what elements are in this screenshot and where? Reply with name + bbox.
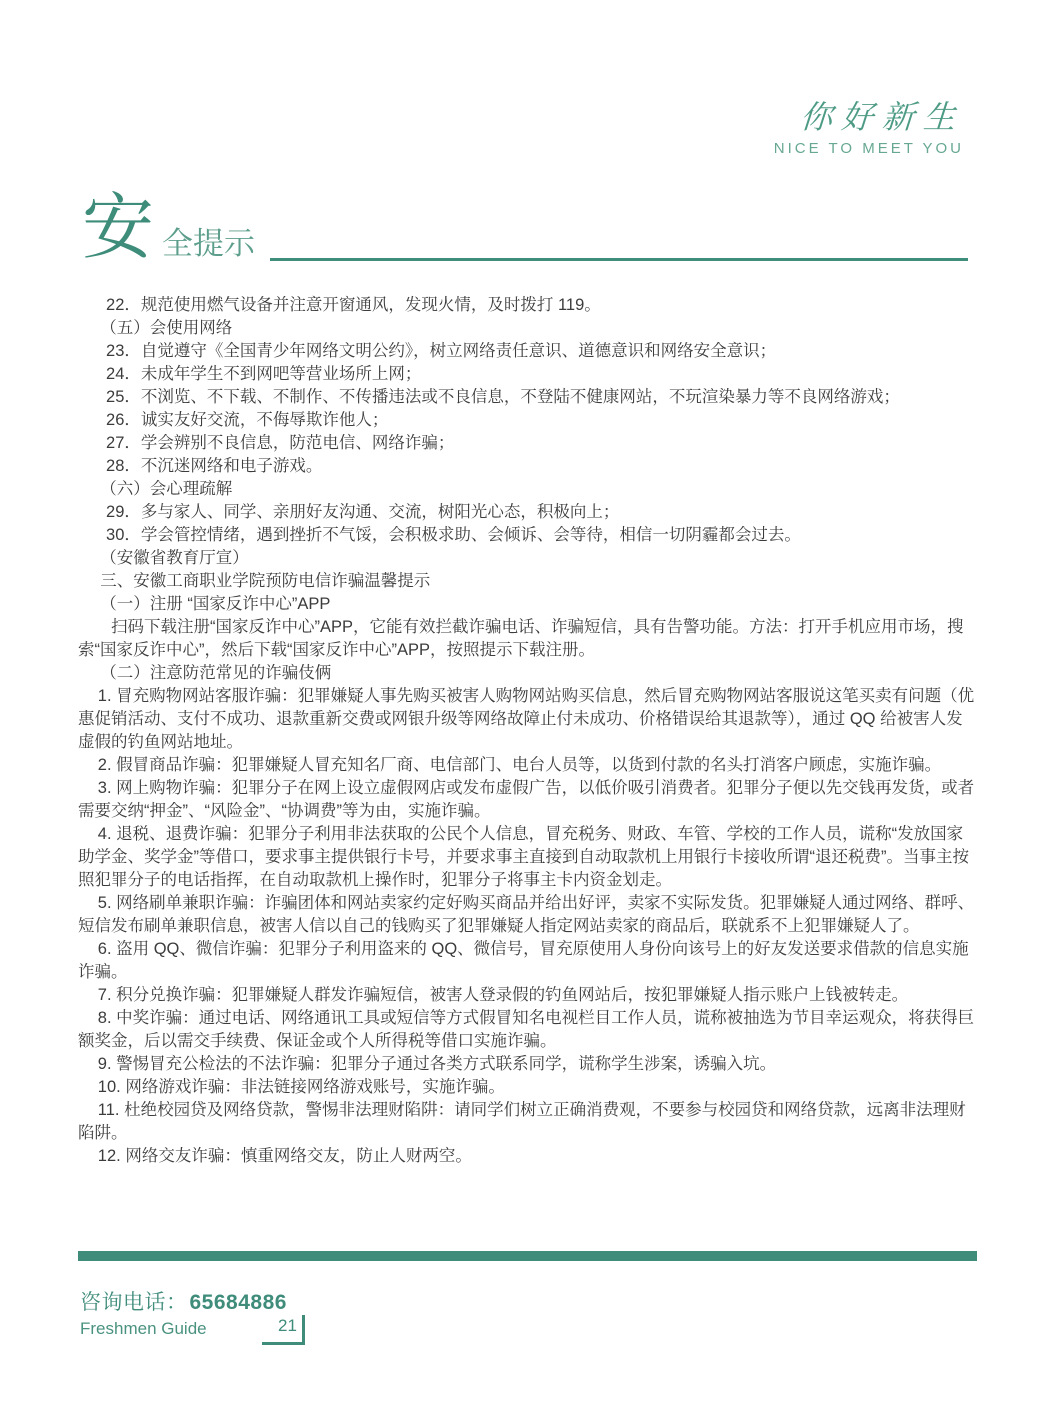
doc-paragraph: 23．自觉遵守《全国青少年网络文明公约》，树立网络责任意识、道德意识和网络安全意识； [106,342,777,360]
doc-paragraph: 9. 警惕冒充公检法的不法诈骗：犯罪分子通过各类方式联系同学，谎称学生涉案，诱骗入坑。 [97,1055,777,1073]
doc-paragraph: （一）注册 “国家反诈中心”APP [100,595,331,613]
footer-phone-number: 65684886 [189,1291,287,1314]
footer-guide-label: Freshmen Guide [80,1319,207,1338]
doc-paragraph: 8. 中奖诈骗：通过电话、网络通讯工具或短信等方式假冒知名电视栏目工作人员，谎称被抽选为节目幸运观众，将获得巨额奖金，后以需交手续费、保证金或个人所得税等借口实施诈骗。 [78,1009,975,1050]
doc-paragraph: 2. 假冒商品诈骗：犯罪嫌疑人冒充知名厂商、电信部门、电台人员等，以货到付款的名头打消客户顾虑，实施诈骗。 [97,756,942,774]
heading-rule [270,258,968,261]
doc-paragraph: 22．规范使用燃气设备并注意开窗通风，发现火情，及时拨打 119。 [106,296,601,314]
doc-paragraph: 28．不沉迷网络和电子游戏。 [106,457,323,475]
brand-cn-text: 你好新生 [798,98,966,136]
doc-paragraph: （二）注意防范常见的诈骗伎俩 [100,664,332,682]
doc-paragraph: 4. 退税、退费诈骗：犯罪分子利用非法获取的公民个人信息，冒充税务、财政、车管、学校的工作人员，谎称“发放国家助学金、奖学金”等借口，要求事主提供银行卡号，并要求事主直接到自动取款机上用银行卡接收所谓“退还税费”。当事主按照犯罪分子的电话指挥，在自动取款机上操作时，犯罪分子将事主卡内资金划走。 [78,825,969,889]
doc-paragraph: 12. 网络交友诈骗：慎重网络交友，防止人财两空。 [97,1147,472,1165]
doc-paragraph: 三、安徽工商职业学院预防电信诈骗温馨提示 [100,572,431,590]
doc-paragraph: 29．多与家人、同学、亲朋好友沟通、交流，树阳光心态，积极向上； [106,503,620,521]
section-heading-big-char: 安 [82,188,155,268]
page-number: 21 [262,1315,305,1345]
footer-phone [80,1286,287,1316]
footer-accent-bar [78,1251,977,1261]
doc-paragraph: 5. 网络刷单兼职诈骗：诈骗团体和网站卖家约定好购买商品并给出好评，卖家不实际发货。犯罪嫌疑人通过网络、群呼、短信发布刷单兼职信息，被害人信以自己的钱购买了犯罪嫌疑人指定网站卖家的商品后，联就系不上犯罪嫌疑人了。 [78,894,975,935]
section-heading [82,188,256,268]
doc-paragraph: 7. 积分兑换诈骗：犯罪嫌疑人群发诈骗短信，被害人登录假的钓鱼网站后，按犯罪嫌疑人指示账户上钱被转走。 [97,986,909,1004]
doc-paragraph: 6. 盗用 QQ、微信诈骗：犯罪分子利用盗来的 QQ、微信号，冒充原使用人身份向该号上的好友发送要求借款的信息实施诈骗。 [78,940,969,981]
brand-en-text: NICE TO MEET YOU [773,140,964,157]
section-heading-rest: 全提示 [162,226,256,261]
doc-paragraph: 27．学会辨别不良信息，防范电信、网络诈骗； [106,434,455,452]
doc-paragraph: （六）会心理疏解 [100,480,233,498]
footer-phone-label: 咨询电话： [80,1291,188,1314]
document-body [78,294,976,1168]
doc-paragraph: 扫码下载注册“国家反诈中心”APP，它能有效拦截诈骗电话、诈骗短信，具有告警功能。方法：打开手机应用市场，搜索“国家反诈中心”，然后下载“国家反诈中心”APP，按照提示下载注册。 [78,618,964,659]
doc-paragraph: 25．不浏览、不下载、不制作、不传播违法或不良信息，不登陆不健康网站，不玩渲染暴力等不良网络游戏； [106,388,900,406]
brand-mark [774,98,964,158]
doc-paragraph: 10. 网络游戏诈骗：非法链接网络游戏账号，实施诈骗。 [97,1078,505,1096]
doc-paragraph: 11. 杜绝校园贷及网络贷款，警惕非法理财陷阱：请同学们树立正确消费观，不要参与校园贷和网络贷款，远离非法理财陷阱。 [78,1101,966,1142]
doc-paragraph: （安徽省教育厅宣） [100,549,249,567]
doc-paragraph: 30．学会管控情绪，遇到挫折不气馁，会积极求助、会倾诉、会等待，相信一切阴霾都会过去。 [106,526,801,544]
doc-paragraph: 26．诚实友好交流，不侮辱欺诈他人； [106,411,389,429]
doc-paragraph: 24．未成年学生不到网吧等营业场所上网； [106,365,422,383]
doc-paragraph: 1. 冒充购物网站客服诈骗：犯罪嫌疑人事先购买被害人购物网站购买信息，然后冒充购物网站客服说这笔买卖有问题（优惠促销活动、支付不成功、退款重新交费或网银升级等网络故障止付未成功、价格错误给其退款等），通过 QQ 给被害人发虚假的钓鱼网站地址。 [78,687,975,751]
doc-paragraph: 3. 网上购物诈骗：犯罪分子在网上设立虚假网店或发布虚假广告，以低价吸引消费者。犯罪分子便以先交钱再发货，或者需要交纳“押金”、“风险金”、“协调费”等为由，实施诈骗。 [78,779,975,820]
doc-paragraph: （五）会使用网络 [100,319,233,337]
